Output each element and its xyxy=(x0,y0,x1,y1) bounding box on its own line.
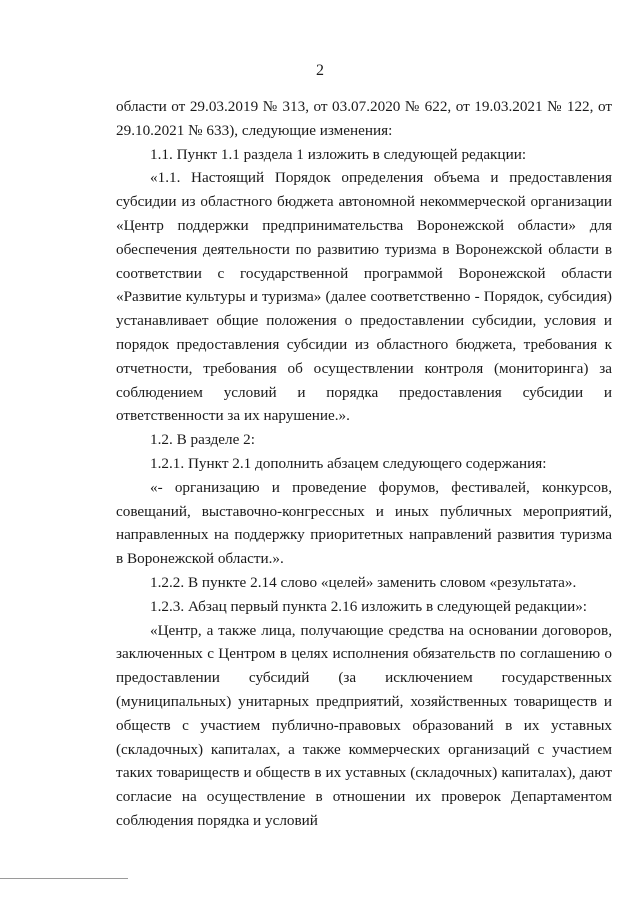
paragraph-1-2-3-text: «Центр, а также лица, получающие средства на основании договоров, заключенных с Центром в целях исполнения обязательств по соглашению о предоставлении субсидий (за исключением государственных (муниципальных) унитарных предприятий, хозяйственных товариществ и обществ с участием публично-правовых образований в их уставных (складочных) капиталах, а также коммерческих организаций с участием таких товариществ и обществ в их уставных (складочных) капиталах), дают согласие на осуществление в отношении их проверок Департаментом соблюдения порядка и условий xyxy=(116,621,612,829)
paragraph-1-1-text: «1.1. Настоящий Порядок определения объема и предоставления субсидии из областного бюджета автономной некоммерческой организации «Центр поддержки предпринимательства Воронежской области» для обеспечения деятельности по развитию туризма в Воронежской области в соответствии с государственной программой Воронежской области «Развитие культуры и туризма» (далее соответственно - Порядок, субсидия) устанавливает общие положения о предоставлении субсидии, условия и порядок предоставления субсидии из областного бюджета, требования к отчетности, требования об осуществлении контроля (мониторинга) за соблюдением условий и порядка предоставления субсидии и ответственности за их нарушение.». xyxy=(116,169,612,425)
paragraph-1-2-3: 1.2.3. Абзац первый пункта 2.16 изложить в следующей редакции»: xyxy=(150,597,588,615)
paragraph-intro-continuation: области от 29.03.2019 № 313, от 03.07.2020 № 622, от 19.03.2021 № 122, от 29.10.2021 № 633), следующие изменения: xyxy=(116,98,612,139)
paragraph-1-2-1: 1.2.1. Пункт 2.1 дополнить абзацем следующего содержания: xyxy=(150,454,547,472)
paragraph-1-2-1-text: «- организацию и проведение форумов, фестивалей, конкурсов, совещаний, выставочно-конгрессных и иных публичных мероприятий, направленных на поддержку приоритетных направлений развития туризма в Воронежской области.». xyxy=(116,478,612,568)
scan-edge-line xyxy=(0,878,128,879)
paragraph-1-2-2: 1.2.2. В пункте 2.14 слово «целей» заменить словом «результата». xyxy=(150,573,577,591)
document-body xyxy=(116,95,612,833)
paragraph-1-2: 1.2. В разделе 2: xyxy=(150,431,255,449)
page-number: 2 xyxy=(316,62,324,79)
paragraph-1-1: 1.1. Пункт 1.1 раздела 1 изложить в следующей редакции: xyxy=(150,145,527,163)
